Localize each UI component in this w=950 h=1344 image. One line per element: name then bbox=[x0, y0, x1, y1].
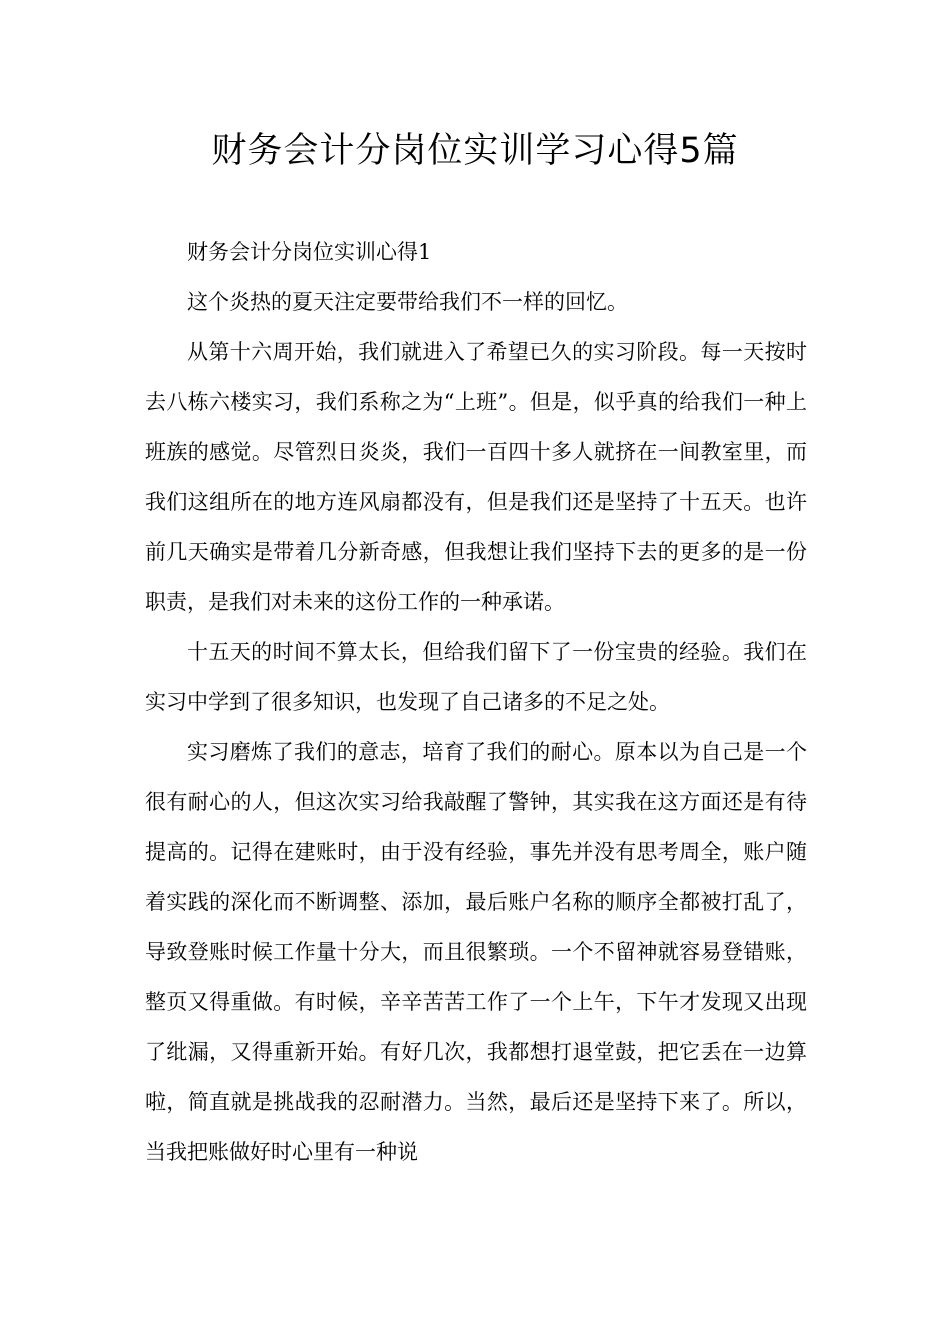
paragraph: 这个炎热的夏天注定要带给我们不一样的回忆。 bbox=[187, 290, 628, 314]
document-body bbox=[145, 227, 807, 1177]
paragraph: 实习磨炼了我们的意志，培育了我们的耐心。原本以为自己是一个很有耐心的人，但这次实习给我敲醒了警钟，其实我在这方面还是有待提高的。记得在建账时，由于没有经验，事先并没有思考周全，账户随着实践的深化而不断调整、添加，最后账户名称的顺序全都被打乱了，导致登账时候工作量十分大，而且很繁琐。一个不留神就容易登错账，整页又得重做。有时候，辛辛苦苦工作了一个上午，下午才发现又出现了纰漏，又得重新开始。有好几次，我都想打退堂鼓，把它丢在一边算啦，简直就是挑战我的忍耐潜力。当然，最后还是坚持下来了。所以，当我把账做好时心里有一种说 bbox=[145, 740, 807, 1164]
document-title: 财务会计分岗位实训学习心得5篇 bbox=[211, 131, 739, 171]
section-heading: 财务会计分岗位实训心得1 bbox=[187, 240, 432, 264]
paragraph: 十五天的时间不算太长，但给我们留下了一份宝贵的经验。我们在实习中学到了很多知识，也发现了自己诸多的不足之处。 bbox=[145, 640, 807, 714]
paragraph: 从第十六周开始，我们就进入了希望已久的实习阶段。每一天按时去八栋六楼实习，我们系称之为“上班”。但是，似乎真的给我们一种上班族的感觉。尽管烈日炎炎，我们一百四十多人就挤在一间教室里，而我们这组所在的地方连风扇都没有，但是我们还是坚持了十五天。也许前几天确实是带着几分新奇感，但我想让我们坚持下去的更多的是一份职责，是我们对未来的这份工作的一种承诺。 bbox=[145, 340, 807, 614]
